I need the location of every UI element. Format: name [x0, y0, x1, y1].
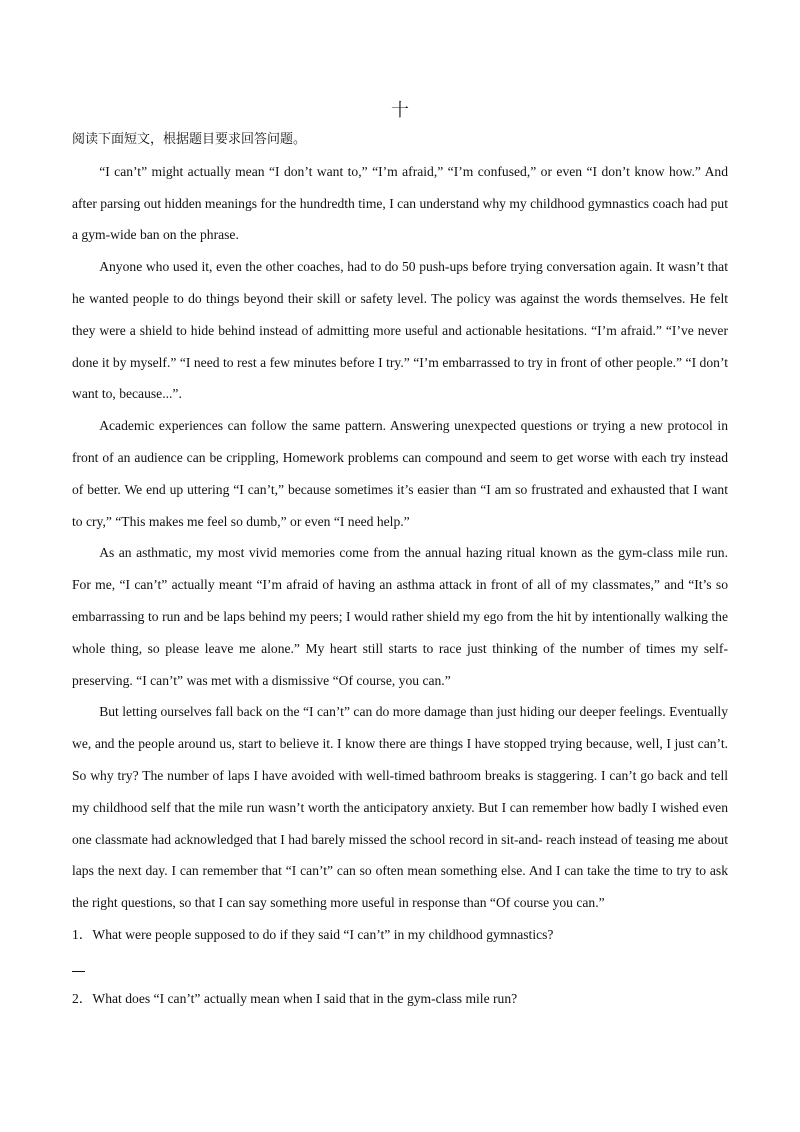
answer-blank-1[interactable]: [72, 951, 728, 983]
answer-underline: [72, 951, 85, 972]
question-2: 2．What does “I can’t” actually mean when I said that in the gym-class mile run?: [72, 990, 518, 1006]
paragraph-2: Anyone who used it, even the other coaches, had to do 50 push-ups before trying conversation again. It wasn’t that he wanted people to do things beyond their skill or safety level. The policy was against the words themselves. He felt they were a shield to hide behind instead of admitting more useful and actionable hesitations. “I’m afraid.” “I’ve never done it by myself.” “I need to rest a few minutes before I try.” “I’m embarrassed to try in front of other people.” “I don’t want to, because...”.: [72, 259, 728, 402]
instruction-text: 阅读下面短文，根据题目要求回答问题。: [72, 132, 307, 147]
paragraph-5: But letting ourselves fall back on the “I can’t” can do more damage than just hiding our deeper feelings. Eventually we, and the people around us, start to believe it. I know there are things I have stopped trying because, well, I just can’t. So why try? The number of laps I have avoided with well-timed bathroom breaks is staggering. I can’t go back and tell my childhood self that the mile run wasn’t worth the anticipatory anxiety. But I can remember how badly I wished even one classmate had acknowledged that I had barely missed the school record in sit-and- reach instead of teasing me about laps the next day. I can remember that “I can’t” can so often mean something else. And I can take the time to try to ask the right questions, so that I can say something more useful in response than “Of course you can.”: [72, 704, 728, 911]
question-1: 1．What were people supposed to do if they said “I can’t” in my childhood gymnastics?: [72, 926, 554, 942]
paragraph-3: Academic experiences can follow the same pattern. Answering unexpected questions or trying a new protocol in front of an audience can be crippling, Homework problems can compound and seem to get worse with each try instead of better. We end up uttering “I can’t,” because sometimes it’s easier than “I am so frustrated and exhausted that I want to cry,” “This makes me feel so dumb,” or even “I need help.”: [72, 418, 728, 529]
reading-content: [72, 124, 728, 1015]
section-number: 十: [391, 100, 409, 121]
paragraph-4: As an asthmatic, my most vivid memories come from the annual hazing ritual known as the gym-class mile run. For me, “I can’t” actually meant “I’m afraid of having an asthma attack in front of all of my classmates,” and “It’s so embarrassing to run and be laps behind my peers; I would rather shield my ego from the hit by intentionally walking the whole thing, so please leave me alone.” My heart still starts to race just thinking of the number of times my self-preserving. “I can’t” was met with a dismissive “Of course, you can.”: [72, 545, 728, 688]
paragraph-1: “I can’t” might actually mean “I don’t want to,” “I’m afraid,” “I’m confused,” or even “I don’t know how.” And after parsing out hidden meanings for the hundredth time, I can understand why my childhood gymnastics coach had put a gym-wide ban on the phrase.: [72, 163, 728, 243]
